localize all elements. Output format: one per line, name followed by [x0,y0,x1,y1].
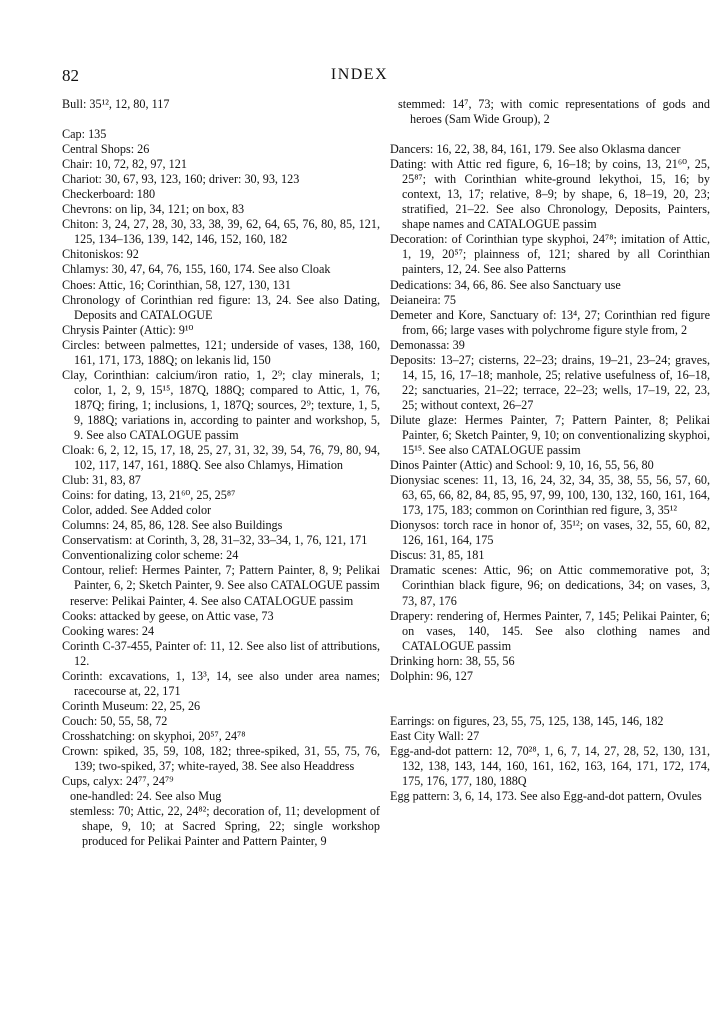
entry-spacer [390,684,710,714]
index-entry: Chronology of Corinthian red figure: 13, 24. See also Dating, Deposits and CATALOGUE [62,292,380,322]
index-entry: Crosshatching: on skyphoi, 20⁵⁷, 24⁷⁸ [62,728,246,743]
index-entry: Cooks: attacked by geese, on Attic vase, 73 [62,608,274,623]
index-entry: Corinth: excavations, 1, 13³, 14, see also under area names; racecourse at, 22, 171 [62,668,380,698]
index-entry: Chiton: 3, 24, 27, 28, 30, 33, 38, 39, 62, 64, 65, 76, 80, 85, 121, 125, 134–136, 139, 142, 146, 152, 160, 182 [62,217,380,247]
index-entry: Egg-and-dot pattern: 12, 70²⁸, 1, 6, 7, 14, 27, 28, 52, 130, 131, 132, 138, 143, 144, 160, 161, 162, 163, 164, 171, 172, 174, 175, 176, 177, 180, 188Q [390,743,710,788]
index-entry: Demeter and Kore, Sanctuary of: 13⁴, 27; Corinthian red figure from, 66; large vases with polychrome figure style from, 2 [390,307,710,337]
index-entry: Drinking horn: 38, 55, 56 [390,653,515,668]
index-entry: Couch: 50, 55, 58, 72 [62,713,168,728]
index-entry: Chitoniskos: 92 [62,247,139,262]
index-entry: Columns: 24, 85, 86, 128. See also Buildings [62,518,283,533]
entry-spacer [390,127,710,142]
index-entry: Checkerboard: 180 [62,187,156,202]
index-entry: Bull: 35¹², 12, 80, 117 [62,97,170,111]
index-entry: Drapery: rendering of, Hermes Painter, 7, 145; Pelikai Painter, 6; on vases, 140, 145. See also clothing names and CATALOGUE passim [390,608,710,653]
index-entry: Dilute glaze: Hermes Painter, 7; Pattern Painter, 8; Pelikai Painter, 6; Sketch Painter, 9, 10; on conventionalizing skyphoi, 15¹⁵. See also CATALOGUE passim [390,412,710,458]
index-entry: Deianeira: 75 [390,292,456,307]
index-entry: Deposits: 13–27; cisterns, 22–23; drains, 19–21, 23–24; graves, 14, 15, 16, 17–18; manhole, 25; relative usefulness of, 16–18, 22; sanctuaries, 21–22; terrace, 22–23; wells, 17–19, 22, 23, 25; without context, 26–27 [390,352,710,412]
index-entry: Dinos Painter (Attic) and School: 9, 10, 16, 55, 56, 80 [390,458,654,473]
index-entry: Dionysos: torch race in honor of, 35¹²; on vases, 32, 55, 60, 82, 126, 161, 164, 175 [390,518,710,548]
index-subentry: reserve: Pelikai Painter, 4. See also CATALOGUE passim [70,593,354,608]
index-entry: Dionysiac scenes: 11, 13, 16, 24, 32, 34, 35, 38, 55, 56, 57, 60, 63, 65, 66, 82, 84, 85, 95, 97, 99, 100, 130, 132, 160, 161, 164, 173, 175, 183; common on Corinthian red figure, 3, 35¹² [390,473,710,518]
index-entry: Cloak: 6, 2, 12, 15, 17, 18, 25, 27, 31, 32, 39, 54, 76, 79, 80, 94, 102, 117, 147, 161, 188Q. See also Chlamys, Himation [62,443,380,473]
index-entry: Chariot: 30, 67, 93, 123, 160; driver: 30, 93, 123 [62,172,300,187]
index-entry: Cups, calyx: 24⁷⁷, 24⁷⁹ [62,774,174,789]
index-entry: Choes: Attic, 16; Corinthian, 58, 127, 130, 131 [62,277,291,292]
index-entry: Corinth Museum: 22, 25, 26 [62,698,201,713]
index-subentry: stemmed: 14⁷, 73; with comic representations of gods and heroes (Sam Wide Group), 2 [398,97,710,127]
index-entry: Earrings: on figures, 23, 55, 75, 125, 138, 145, 146, 182 [390,713,664,728]
index-column-right [390,97,710,804]
index-subentry: one-handled: 24. See also Mug [70,789,222,804]
index-entry: East City Wall: 27 [390,728,480,743]
index-entry: Corinth C-37-455, Painter of: 11, 12. See also list of attributions, 12. [62,638,380,668]
index-entry: Circles: between palmettes, 121; underside of vases, 138, 160, 161, 171, 173, 188Q; on lekanis lid, 150 [62,337,380,367]
index-entry: Conventionalizing color scheme: 24 [62,548,239,563]
index-entry: Dancers: 16, 22, 38, 84, 161, 179. See also Oklasma dancer [390,142,681,157]
index-subentry: stemless: 70; Attic, 22, 24⁸²; decoration of, 11; development of shape, 9, 10; at Sacred Spring, 22; single workshop produced for Pelikai Painter and Pattern Painter, 9 [70,804,380,849]
index-entry: Coins: for dating, 13, 21⁶⁰, 25, 25⁸⁷ [62,488,236,503]
index-entry: Chlamys: 30, 47, 64, 76, 155, 160, 174. See also Cloak [62,262,331,277]
index-entry: Contour, relief: Hermes Painter, 7; Pattern Painter, 8, 9; Pelikai Painter, 6, 2; Sketch Painter, 9. See also CATALOGUE passim [62,563,380,593]
index-entry: Chair: 10, 72, 82, 97, 121 [62,157,187,172]
index-entry: Dating: with Attic red figure, 6, 16–18; by coins, 13, 21⁶⁰, 25, 25⁸⁷; with Corinthian white-ground lekythoi, 15, 16; by context, 13, 17; relative, 8–9; by shape, 6, 18–19, 20, 23; stratified, 21–22. See also Chronology, Deposits, Painters, shape names and CATALOGUE passim [390,157,710,232]
index-entry: Dramatic scenes: Attic, 96; on Attic commemorative pot, 3; Corinthian black figure, 96; on dedications, 34; on vases, 3, 73, 87, 176 [390,563,710,608]
index-entry: Discus: 31, 85, 181 [390,548,485,563]
index-entry: Clay, Corinthian: calcium/iron ratio, 1, 2⁹; clay minerals, 1; color, 1, 2, 9, 15¹⁵, 187Q, 188Q; compared to Attic, 1, 76, 187Q; firing, 1; inclusions, 1, 187Q; sources, 2⁹; texture, 1, 5, 9, 188Q; variations in, according to painter and workshop, 5, 9. See also CATALOGUE passim [62,367,380,442]
page-title: INDEX [330,66,389,83]
index-entry: Chevrons: on lip, 34, 121; on box, 83 [62,202,245,217]
index-entry: Conservatism: at Corinth, 3, 28, 31–32, 33–34, 1, 76, 121, 171 [62,533,368,548]
index-entry: Color, added. See Added color [62,503,212,518]
index-entry: Decoration: of Corinthian type skyphoi, 24⁷⁸; imitation of Attic, 1, 19, 20⁵⁷; plainness of, 121; shared by all Corinthian painters, 12, 24. See also Patterns [390,232,710,277]
index-entry: Club: 31, 83, 87 [62,473,141,488]
page-number: 82 [62,66,79,85]
index-entry: Cooking wares: 24 [62,623,155,638]
index-entry: Central Shops: 26 [62,142,150,157]
index-entry: Chrysis Painter (Attic): 9¹⁰ [62,322,194,337]
index-entry: Dedications: 34, 66, 86. See also Sanctuary use [390,277,621,292]
index-entry: Cap: 135 [62,127,107,142]
index-entry: Egg pattern: 3, 6, 14, 173. See also Egg-and-dot pattern, Ovules [390,789,702,804]
index-entry: Crown: spiked, 35, 59, 108, 182; three-spiked, 31, 55, 75, 76, 139; two-spiked, 37; white-rayed, 38. See also Headdress [62,743,380,774]
index-entry: Dolphin: 96, 127 [390,668,473,683]
entry-spacer [62,112,380,127]
index-column-left [62,97,380,849]
index-entry: Demonassa: 39 [390,337,465,352]
